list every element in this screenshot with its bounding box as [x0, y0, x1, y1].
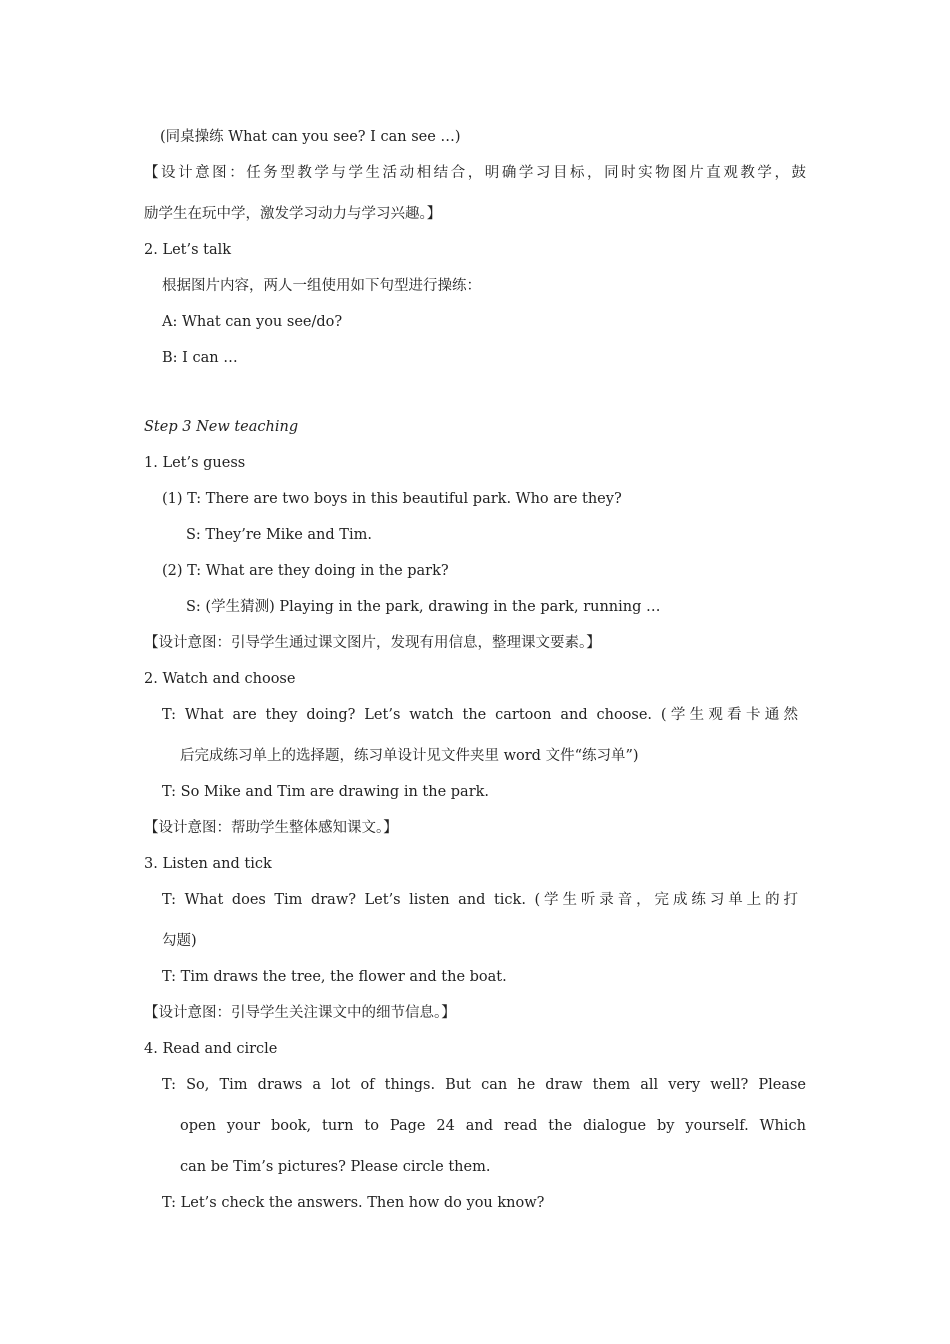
design-intent-3: 【设计意图：帮助学生整体感知课文。】 [144, 820, 398, 836]
heading-watch-and-choose: 2. Watch and choose [144, 671, 296, 687]
read-line-4: T: Let’s check the answers. Then how do you know? [162, 1195, 545, 1211]
design-intent-1-line-2: 励学生在玩中学，激发学习动力与学习兴趣。】 [144, 206, 442, 222]
watch-line-3: T: So Mike and Tim are drawing in the park. [162, 784, 490, 800]
heading-lets-talk: 2. Let’s talk [144, 242, 232, 258]
listen-line-2: 勾题) [162, 933, 197, 949]
read-line-3: can be Tim’s pictures? Please circle them. [180, 1159, 491, 1175]
guess-question-1: (1) T: There are two boys in this beautiful park. Who are they? [162, 491, 622, 507]
read-line-1: T: So, Tim draws a lot of things. But can he draw them all very well? Please [162, 1077, 806, 1093]
read-line-2: open your book, turn to Page 24 and read the dialogue by yourself. Which [180, 1118, 806, 1134]
design-intent-2: 【设计意图：引导学生通过课文图片，发现有用信息，整理课文要素。】 [144, 635, 601, 651]
design-intent-4: 【设计意图：引导学生关注课文中的细节信息。】 [144, 1005, 456, 1021]
watch-line-2: 后完成练习单上的选择题，练习单设计见文件夹里 word 文件“练习单”) [180, 748, 639, 764]
talk-instruction: 根据图片内容，两人一组使用如下句型进行操练： [162, 278, 481, 294]
guess-answer-1: S: They’re Mike and Tim. [186, 527, 372, 543]
heading-read-and-circle: 4. Read and circle [144, 1041, 278, 1057]
guess-answer-2: S: (学生猜测) Playing in the park, drawing in the park, running … [186, 599, 661, 615]
guess-question-2: (2) T: What are they doing in the park? [162, 563, 449, 579]
step-3-heading: Step 3 New teaching [144, 419, 299, 435]
listen-line-3: T: Tim draws the tree, the flower and the boat. [162, 969, 507, 985]
pair-practice-note: (同桌操练 What can you see? I can see …) [160, 129, 461, 145]
talk-line-b: B: I can … [162, 350, 238, 366]
watch-line-1: T: What are they doing? Let’s watch the cartoon and choose. (学生观看卡通然 [162, 707, 798, 723]
heading-listen-and-tick: 3. Listen and tick [144, 856, 272, 872]
listen-line-1: T: What does Tim draw? Let’s listen and tick. (学生听录音，完成练习单上的打 [162, 892, 798, 908]
talk-line-a: A: What can you see/do? [162, 314, 343, 330]
heading-lets-guess: 1. Let’s guess [144, 455, 246, 471]
design-intent-1-line-1: 【设计意图：任务型教学与学生活动相结合，明确学习目标，同时实物图片直观教学，鼓 [144, 165, 806, 181]
